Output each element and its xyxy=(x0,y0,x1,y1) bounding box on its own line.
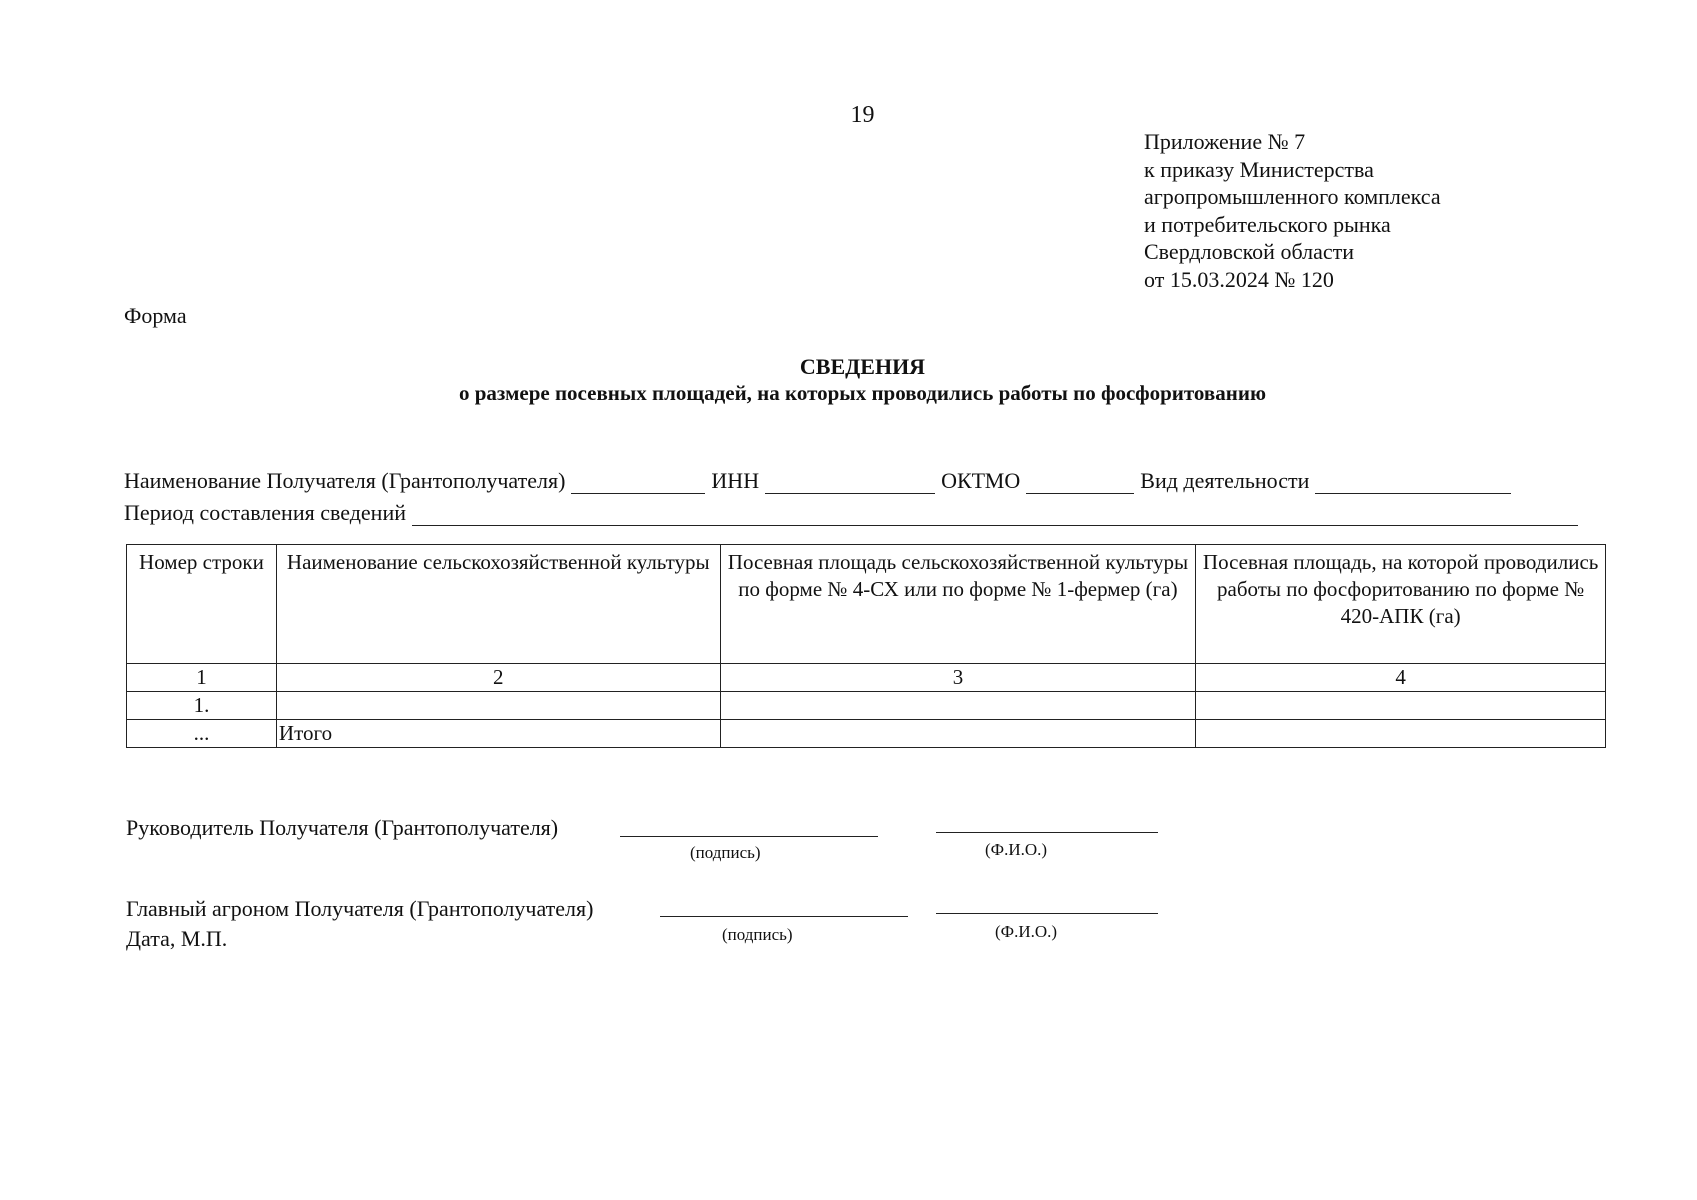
document-title: СВЕДЕНИЯ xyxy=(799,354,926,379)
oktmo-blank[interactable] xyxy=(1026,475,1134,494)
head-signature-label: Руководитель Получателя (Грантополучателя) xyxy=(126,815,559,840)
table-cell[interactable] xyxy=(720,720,1196,748)
activity-blank[interactable] xyxy=(1315,475,1511,494)
recipient-blank[interactable] xyxy=(571,475,705,494)
page-number: 19 xyxy=(850,102,875,128)
appendix-line: агропромышленного комплекса xyxy=(1144,184,1441,209)
agronomist-signature-line[interactable] xyxy=(660,916,908,917)
form-label: Форма xyxy=(124,303,187,328)
table-cell[interactable] xyxy=(276,692,720,720)
inn-label: ИНН xyxy=(711,468,760,493)
table-cell[interactable]: 1. xyxy=(127,692,277,720)
document-subtitle: о размере посевных площадей, на которых проводились работы по фосфоритованию xyxy=(459,381,1266,405)
sowing-area-table xyxy=(126,544,1606,748)
table-cell[interactable] xyxy=(1196,692,1606,720)
column-number: 4 xyxy=(1196,664,1606,692)
appendix-line: Приложение № 7 xyxy=(1144,129,1306,154)
agronomist-name-caption: (Ф.И.О.) xyxy=(995,922,1058,941)
appendix-line: к приказу Министерства xyxy=(1144,156,1374,182)
period-row xyxy=(124,500,1584,526)
column-number-row xyxy=(127,664,1606,692)
date-stamp-label: Дата, М.П. xyxy=(126,926,228,951)
header-row-number: Номер строки xyxy=(127,545,277,664)
total-label-cell: Итого xyxy=(276,720,720,748)
agronomist-signature-caption: (подпись) xyxy=(722,925,793,944)
table-row xyxy=(127,692,1606,720)
activity-label: Вид деятельности xyxy=(1140,468,1310,493)
column-number: 2 xyxy=(276,664,720,692)
head-name-line[interactable] xyxy=(936,832,1158,833)
period-label: Период составления сведений xyxy=(124,500,406,525)
table-cell[interactable]: ... xyxy=(127,720,277,748)
column-number: 3 xyxy=(720,664,1196,692)
recipient-label: Наименование Получателя (Грантополучателя) xyxy=(124,468,566,493)
inn-blank[interactable] xyxy=(765,475,935,494)
recipient-fields-row xyxy=(124,468,1517,494)
header-phosphorite-area: Посевная площадь, на которой проводились работы по фосфоритованию по форме № 420-АПК (га) xyxy=(1196,545,1606,664)
agronomist-signature-label: Главный агроном Получателя (Грантополучателя) xyxy=(126,896,594,921)
oktmo-label: ОКТМО xyxy=(941,468,1021,493)
header-crop-name: Наименование сельскохозяйственной культуры xyxy=(276,545,720,664)
appendix-line: Свердловской области xyxy=(1144,239,1354,264)
appendix-line: и потребительского рынка xyxy=(1144,211,1391,237)
table-cell[interactable] xyxy=(1196,720,1606,748)
table-row-total xyxy=(127,720,1606,748)
header-sown-area: Посевная площадь сельскохозяйственной культуры по форме № 4-СХ или по форме № 1-фермер (га) xyxy=(720,545,1196,664)
table-cell[interactable] xyxy=(720,692,1196,720)
table-header-row xyxy=(127,545,1606,664)
appendix-block xyxy=(1144,128,1441,293)
period-blank[interactable] xyxy=(412,507,1578,526)
head-signature-line[interactable] xyxy=(620,836,878,837)
agronomist-name-line[interactable] xyxy=(936,913,1158,914)
head-name-caption: (Ф.И.О.) xyxy=(985,840,1048,859)
column-number: 1 xyxy=(127,664,277,692)
head-signature-caption: (подпись) xyxy=(690,843,761,862)
appendix-line: от 15.03.2024 № 120 xyxy=(1144,266,1334,292)
